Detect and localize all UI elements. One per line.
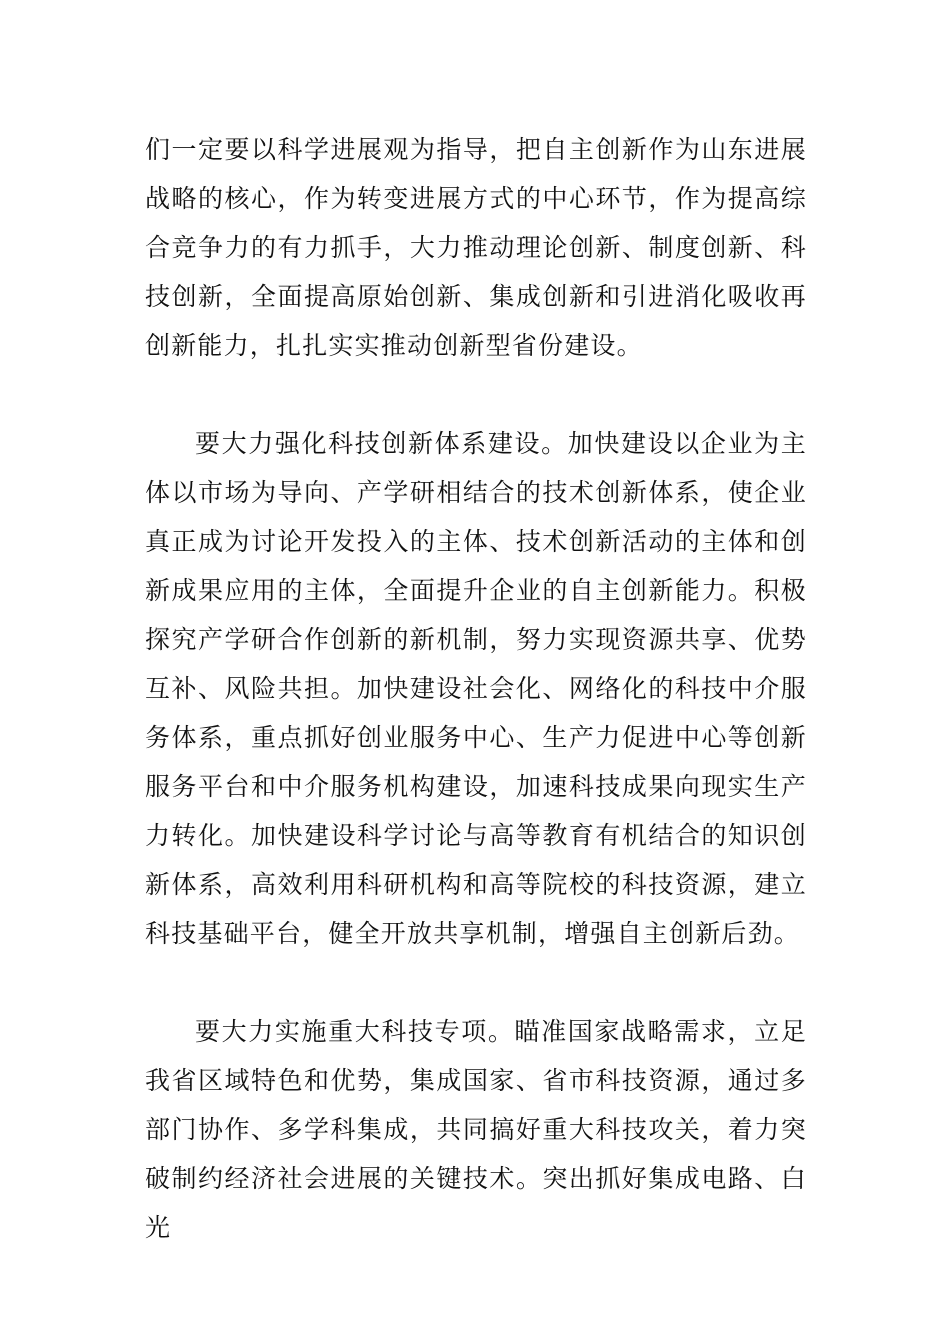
paragraph-2: 要大力强化科技创新体系建设。加快建设以企业为主体以市场为导向、产学研相结合的技术创新体系，使企业真正成为讨论开发投入的主体、技术创新活动的主体和创新成果应用的主体，全面提升企业的自主创新能力。积极探究产学研合作创新的新机制，努力实现资源共享、优势互补、风险共担。加快建设社会化、网络化的科技中介服务体系，重点抓好创业服务中心、生产力促进中心等创新服务平台和中介服务机构建设，加速科技成果向现实生产力转化。加快建设科学讨论与高等教育有机结合的知识创新体系，高效利用科研机构和高等院校的科技资源，建立科技基础平台，健全开放共享机制，增强自主创新后劲。 (145, 429, 807, 948)
paragraph-1: 们一定要以科学进展观为指导，把自主创新作为山东进展战略的核心，作为转变进展方式的中心环节，作为提高综合竞争力的有力抓手，大力推动理论创新、制度创新、科技创新，全面提高原始创新、集成创新和引进消化吸收再创新能力，扎扎实实推动创新型省份建设。 (145, 135, 807, 360)
paragraph-3: 要大力实施重大科技专项。瞄准国家战略需求，立足我省区域特色和优势，集成国家、省市科技资源，通过多部门协作、多学科集成，共同搞好重大科技攻关，着力突破制约经济社会进展的关键技术。突出抓好集成电路、白光 (145, 1017, 807, 1242)
document-body (145, 125, 807, 1252)
